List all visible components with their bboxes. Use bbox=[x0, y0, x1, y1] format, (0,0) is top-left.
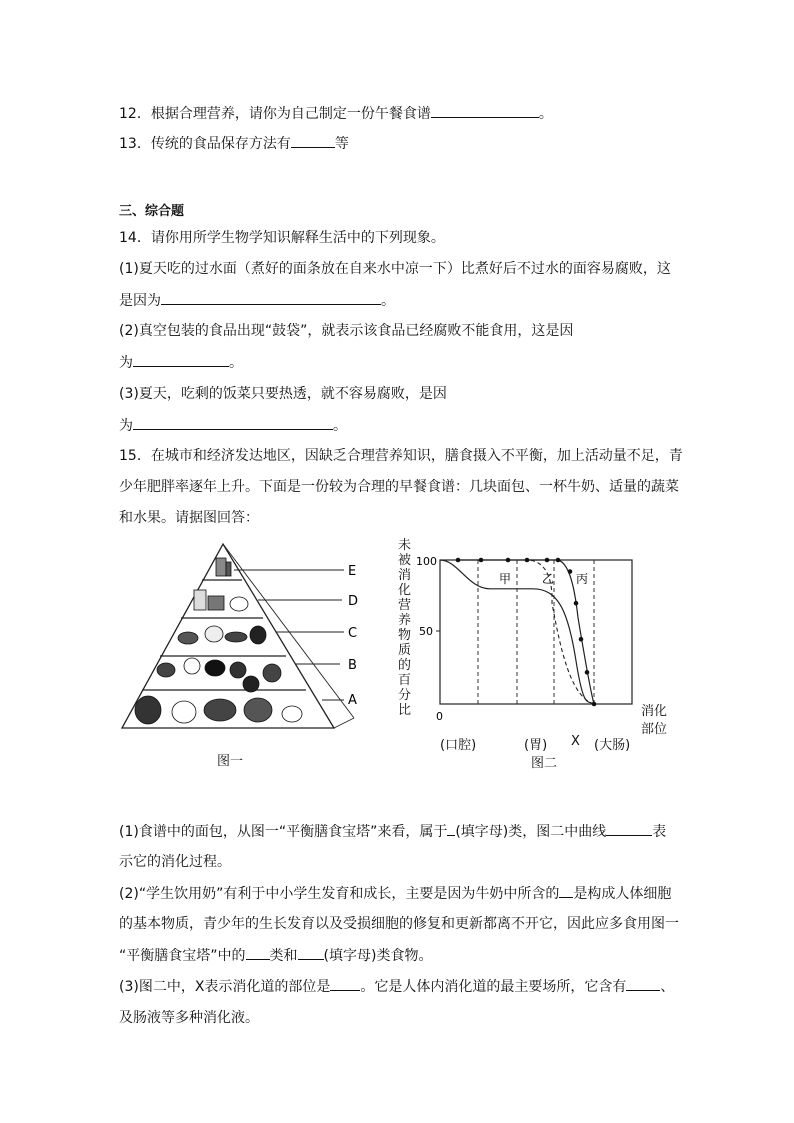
question-12 bbox=[119, 103, 553, 124]
sub3-blank-part[interactable] bbox=[330, 976, 360, 991]
sub3a-mid: 。它是人体内消化道的最主要场所，它含有 bbox=[360, 979, 627, 995]
chart-frame bbox=[440, 560, 632, 704]
curve-bing-point bbox=[585, 670, 590, 675]
q13-end: 等 bbox=[334, 136, 349, 152]
q13-text: 13．传统的食品保存方法有 bbox=[119, 136, 291, 152]
q14-2a-text: (2)真空包装的食品出现“鼓袋”，就表示该食品已经腐败不能食用，这是因 bbox=[119, 323, 574, 339]
sub1a-end: 表 bbox=[652, 824, 667, 840]
q12-text: 12．根据合理营养，请你为自己制定一份午餐食谱 bbox=[119, 106, 431, 122]
q14-2b-end: 。 bbox=[229, 355, 243, 371]
sub2a-text: (2)“学生饮用奶”有利于中小学生发育和成长，主要是因为牛奶中所含的 bbox=[119, 886, 560, 902]
layer-label-e: E bbox=[348, 564, 357, 579]
sub3b-text: 及肠液等多种消化液。 bbox=[119, 1010, 259, 1026]
question-13 bbox=[119, 133, 349, 154]
sub1a-mid: (填字母)类，图二中曲线 bbox=[455, 824, 607, 840]
q12-end: 。 bbox=[538, 106, 553, 122]
sub2c-mid: 类和 bbox=[269, 948, 298, 964]
q14-1-blank[interactable] bbox=[161, 290, 381, 305]
curve-bing-point bbox=[574, 601, 579, 606]
question-14-1a bbox=[119, 259, 671, 279]
q14-3b-end: 。 bbox=[333, 418, 347, 434]
origin-label: 0 bbox=[436, 710, 443, 723]
section-label-x: X bbox=[571, 734, 580, 749]
sub-question-3b bbox=[119, 1008, 259, 1028]
question-15a bbox=[119, 446, 683, 466]
figure2-caption: 图二 bbox=[531, 756, 558, 771]
q14-1b-text: 是因为 bbox=[119, 293, 161, 309]
sub2c-end: (填字母)类食物。 bbox=[323, 948, 433, 964]
question-15c bbox=[119, 508, 259, 528]
section-label-stomach: (胃) bbox=[524, 738, 548, 753]
question-14-1b bbox=[119, 290, 395, 311]
sub2a-end: 是构成人体细胞 bbox=[573, 886, 672, 902]
sub1a-text: (1)食谱中的面包，从图一“平衡膳食宝塔”来看，属于 bbox=[119, 824, 448, 840]
section3-title: 三、综合题 bbox=[119, 204, 185, 219]
q14-2b-text: 为 bbox=[119, 355, 133, 371]
q14-3a-text: (3)夏天，吃剩的饭菜只要热透，就不容易腐败，是因 bbox=[119, 386, 447, 402]
sub-question-2c bbox=[119, 945, 432, 966]
curve-bing-point bbox=[592, 702, 597, 707]
question-14-3b bbox=[119, 415, 347, 436]
q14-1a-text: (1)夏天吃的过水面（煮好的面条放在自来水中凉一下）比煮好后不过水的面容易腐败，这 bbox=[119, 261, 671, 277]
curve-bing-point bbox=[556, 558, 561, 563]
sub-question-2a bbox=[119, 883, 671, 904]
curve-bing-point bbox=[579, 637, 584, 642]
q14-2-blank[interactable] bbox=[133, 352, 229, 367]
x-label-line1: 消化 bbox=[641, 704, 668, 719]
curve-bing-point bbox=[456, 558, 461, 563]
sub3-blank-juice[interactable] bbox=[626, 976, 660, 991]
layer-label-c: C bbox=[348, 626, 358, 641]
q15b-text: 少年肥胖率逐年上升。下面是一份较为合理的早餐食谱：几块面包、一杯牛奶、适量的蔬菜 bbox=[119, 479, 679, 495]
food-icons bbox=[135, 558, 302, 724]
sub-question-1b bbox=[119, 852, 231, 872]
curve-bing-point bbox=[525, 558, 530, 563]
y-axis-label: 未被消化营养物质的百分比 bbox=[398, 538, 412, 718]
sub-question-3a bbox=[119, 976, 674, 997]
sub2-blank-class2[interactable] bbox=[298, 945, 324, 960]
section-label-large-intestine: (大肠) bbox=[594, 738, 631, 753]
q14-text: 14．请你用所学生物学知识解释生活中的下列现象。 bbox=[119, 230, 445, 246]
y-tick-50: 50 bbox=[419, 625, 433, 638]
sub-question-2b bbox=[119, 914, 679, 934]
curve-bing-point bbox=[545, 558, 550, 563]
curve-bing-point bbox=[568, 569, 573, 574]
sub2-blank-class1[interactable] bbox=[246, 945, 270, 960]
layer-label-a: A bbox=[348, 693, 357, 708]
q13-blank[interactable] bbox=[291, 133, 335, 148]
question-14-3a bbox=[119, 384, 447, 404]
section-heading bbox=[119, 202, 184, 222]
q15a-text: 15．在城市和经济发达地区，因缺乏合理营养知识，膳食摄入不平衡，加上活动量不足，青 bbox=[119, 448, 683, 464]
layer-label-b: B bbox=[348, 658, 357, 673]
sub1-blank-curve[interactable] bbox=[606, 821, 652, 836]
sub1b-text: 示它的消化过程。 bbox=[119, 854, 231, 870]
curve-label-bing: 丙 bbox=[576, 572, 589, 586]
curve-label-yi: 乙 bbox=[542, 572, 555, 586]
x-label-line2: 部位 bbox=[641, 722, 668, 737]
q14-3-blank[interactable] bbox=[133, 415, 333, 430]
question-14-2a bbox=[119, 321, 573, 341]
q14-1b-end: 。 bbox=[381, 293, 395, 309]
y-tick-100: 100 bbox=[416, 555, 437, 568]
section-label-mouth: (口腔) bbox=[440, 738, 477, 753]
curves-group bbox=[440, 558, 596, 707]
sub-question-1a bbox=[119, 821, 666, 842]
layer-label-d: D bbox=[348, 594, 359, 609]
sub2b-text: 的基本物质，青少年的生长发育以及受损细胞的修复和更新都离不开它，因此应多食用图一 bbox=[119, 916, 679, 932]
figure1-caption: 图一 bbox=[217, 754, 244, 769]
question-14-2b bbox=[119, 352, 243, 373]
curve-label-jia: 甲 bbox=[499, 572, 512, 586]
question-14 bbox=[119, 228, 445, 248]
diet-pyramid-figure bbox=[118, 540, 378, 740]
q15c-text: 和水果。请据图回答： bbox=[119, 510, 259, 526]
sub3a-end: 、 bbox=[660, 979, 675, 995]
q14-3b-text: 为 bbox=[119, 418, 133, 434]
question-15b bbox=[119, 477, 679, 497]
sub2-blank-substance[interactable] bbox=[559, 883, 573, 898]
digestion-chart bbox=[414, 548, 674, 728]
curve-bing-point bbox=[479, 558, 484, 563]
curve-bing-point bbox=[506, 558, 511, 563]
sub2c-text: “平衡膳食宝塔”中的 bbox=[119, 948, 246, 964]
sub3a-text: (3)图二中，X表示消化道的部位是 bbox=[119, 979, 331, 995]
q12-blank[interactable] bbox=[431, 103, 539, 118]
